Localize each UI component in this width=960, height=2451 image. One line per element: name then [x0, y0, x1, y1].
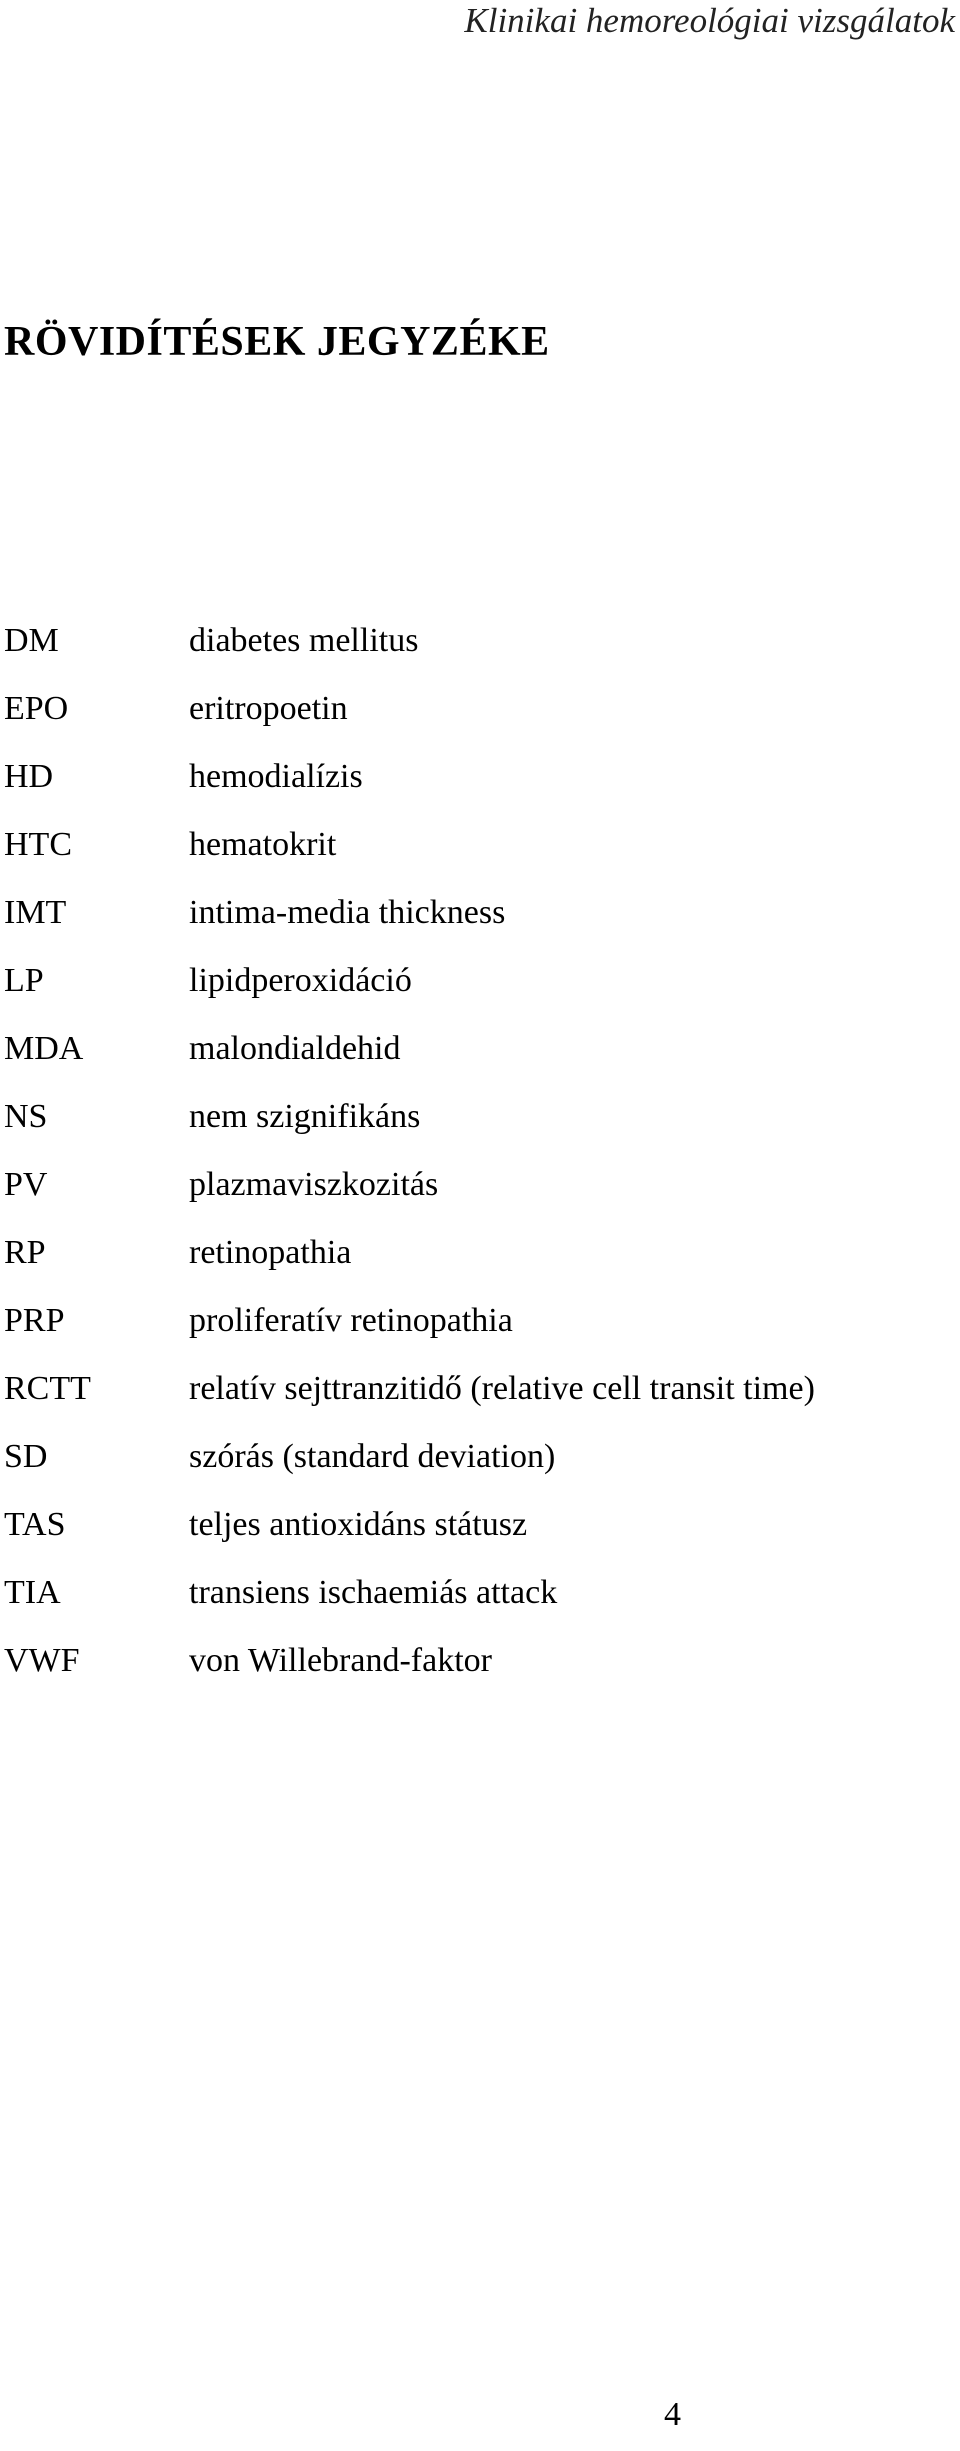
abbreviation-code: LP: [4, 962, 44, 999]
abbreviation-row: [4, 1500, 950, 1568]
section-title: RÖVIDÍTÉSEK JEGYZÉKE: [4, 319, 550, 365]
abbreviation-row: [4, 820, 950, 888]
abbreviation-row: [4, 1296, 950, 1364]
abbreviation-definition: proliferatív retinopathia: [189, 1302, 513, 1339]
abbreviation-definition: intima-media thickness: [189, 894, 506, 931]
abbreviation-row: [4, 1160, 950, 1228]
abbreviation-row: [4, 616, 950, 684]
page-number: 4: [664, 2396, 681, 2433]
abbreviation-code: RCTT: [4, 1370, 91, 1407]
abbreviation-code: HD: [4, 758, 54, 795]
abbreviation-code: VWF: [4, 1642, 80, 1679]
abbreviation-row: [4, 1092, 950, 1160]
abbreviation-row: [4, 1364, 950, 1432]
abbreviation-row: [4, 956, 950, 1024]
abbreviation-row: [4, 684, 950, 752]
abbreviation-code: MDA: [4, 1030, 84, 1067]
abbreviation-row: [4, 1432, 950, 1500]
abbreviation-definition: plazmaviszkozitás: [189, 1166, 439, 1203]
abbreviation-code: HTC: [4, 826, 72, 863]
abbreviation-code: PV: [4, 1166, 48, 1203]
abbreviation-row: [4, 888, 950, 956]
abbreviation-definition: lipidperoxidáció: [189, 962, 412, 999]
abbreviation-code: NS: [4, 1098, 48, 1135]
abbreviation-code: TAS: [4, 1506, 66, 1543]
abbreviation-definition: eritropoetin: [189, 690, 348, 727]
abbreviation-definition: transiens ischaemiás attack: [189, 1574, 558, 1611]
abbreviation-row: [4, 1636, 950, 1704]
abbreviation-row: [4, 1024, 950, 1092]
abbreviation-definition: hematokrit: [189, 826, 337, 863]
abbreviation-row: [4, 1568, 950, 1636]
abbreviation-definition: teljes antioxidáns státusz: [189, 1506, 528, 1543]
abbreviation-definition: diabetes mellitus: [189, 622, 419, 659]
abbreviation-definition: relatív sejttranzitidő (relative cell transit time): [189, 1370, 815, 1407]
abbreviation-row: [4, 1228, 950, 1296]
abbreviation-definition: nem szignifikáns: [189, 1098, 421, 1135]
abbreviation-code: PRP: [4, 1302, 65, 1339]
running-header: Klinikai hemoreológiai vizsgálatok: [464, 1, 955, 40]
abbreviation-code: IMT: [4, 894, 67, 931]
abbreviation-code: EPO: [4, 690, 69, 727]
abbreviation-definition: von Willebrand-faktor: [189, 1642, 492, 1679]
abbreviation-row: [4, 752, 950, 820]
abbreviation-definition: szórás (standard deviation): [189, 1438, 556, 1475]
abbreviation-list: [4, 616, 950, 1704]
abbreviation-code: RP: [4, 1234, 46, 1271]
abbreviation-definition: malondialdehid: [189, 1030, 401, 1067]
abbreviation-code: DM: [4, 622, 59, 659]
abbreviation-code: SD: [4, 1438, 48, 1475]
abbreviation-definition: retinopathia: [189, 1234, 352, 1271]
abbreviation-code: TIA: [4, 1574, 61, 1611]
abbreviation-definition: hemodialízis: [189, 758, 363, 795]
